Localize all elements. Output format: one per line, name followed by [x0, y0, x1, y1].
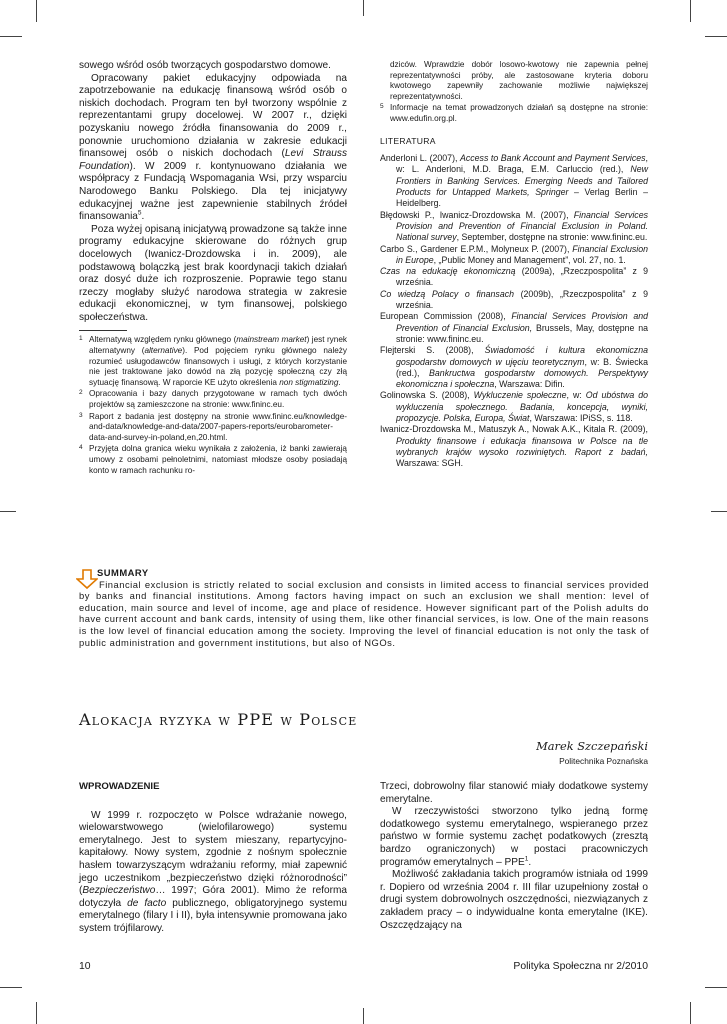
crop-mark: [36, 0, 37, 22]
footnote: 1 Alternatywą względem rynku głównego (mainstream market) jest rynek alternatywny (alternative). Pod pojęciem rynku głównego należy rozumieć usługodawców finansowych i usługi, z których korzystanie nie jest traktowane jako dowód na złą pozycję społeczną czy złą sytuację finansową. W raporcie KE użyto określenia non stigmatizing.: [79, 335, 347, 387]
footnote: 5 Informacje na temat prowadzonych działań są dostępne na stronie: www.edufin.org.pl.: [380, 103, 648, 123]
footnote: 3 Raport z badania jest dostępny na stronie www.fininc.eu/knowledge-and-data/knowledge-and-data/2007-papers-reports/eurobarometer-data-and-survey-in-poland,en,20.html.: [79, 411, 347, 442]
crop-mark: [363, 0, 364, 16]
bibliography-entry: Co wiedzą Polacy o finansach (2009b), „Rzeczpospolita” z 9 września.: [380, 288, 648, 311]
author-affiliation: Politechnika Poznańska: [559, 756, 648, 766]
crop-mark: [705, 36, 727, 37]
journal-name: Polityka Społeczna nr 2/2010: [513, 961, 648, 972]
right-column-top: [380, 60, 648, 469]
summary-arrow-icon: [76, 567, 98, 593]
bibliography-entry: Golinowska S. (2008), Wykluczenie społeczne, w: Od ubóstwa do wykluczenia społecznego. Badania, koncepcja, wyniki, propozycje. Polska, Europa, Świat, Warszawa: IPiSS, s. 118.: [380, 390, 648, 423]
bibliography-entry: Błędowski P., Iwanicz-Drozdowska M. (2007), Financial Services Provision and Prevention of Financial Exclusion in Poland. National survey, September, dostępne na stronie: www.fininc.eu.: [380, 209, 648, 243]
bibliography-entry: Carbo S., Gardener E.P.M., Molyneux P. (2007), Financial Exclusion in Europe, „Public Money and Management”, vol. 27, no. 1.: [380, 243, 648, 265]
author-name: Marek Szczepański: [536, 739, 648, 753]
paragraph: W 1999 r. rozpoczęto w Polsce wdrażanie nowego, wielowarstwowego (wielofilarowego) systemu emerytalnego. Jest to system mieszany, repartycyjno-kapitałowy. Nowy system, zgodnie z nośnym społecznie hasłem towarzyszącym wdrażaniu reformy, miał zapewnić jego uczestnikom „bezpieczeństwo dzięki różnorodności” (Bezpieczeństwo… 1997; Góra 2001). Mimo że reforma dotyczyła de facto publicznego, obligatoryjnego systemu emerytalnego (filary I i II), była intensywnie promowana jako system trójfilarowy.: [79, 809, 347, 934]
left-column-top: [79, 60, 347, 477]
crop-mark: [690, 1002, 691, 1024]
left-column-bottom: [79, 781, 347, 936]
crop-mark: [690, 0, 691, 22]
paragraph: W rzeczywistości stworzono tylko jedną formę dodatkowego systemu emerytalnego, wspieranego przez państwo w formie systemu zachęt podatkowych (zresztą bardzo ograniczonych) w postaci pracowniczych programów emerytalnych – PPE$^1$.: [380, 806, 648, 868]
bibliography: [380, 153, 648, 469]
paragraph: Możliwość zakładania takich programów istniała od 1999 r. Dopiero od września 2004 r. III filar uzupełniony został o drugi system dobrowolnych oszczędności, niezwiązanych z zakładem pracy – o indywidualne konta emerytalne (IKE). Oszczędzający na: [380, 869, 648, 931]
right-column-bottom: [380, 781, 648, 932]
crop-mark: [0, 987, 22, 988]
summary-heading: SUMMARY: [97, 567, 149, 578]
footnote-rule: [79, 330, 127, 331]
bibliography-entry: Flejterski S. (2008), Świadomość i kultura ekonomiczna gospodarstw domowych w ujęciu teoretycznym, w: B. Świecka (red.), Bankructwa gospodarstw domowych. Perspektywy ekonomiczna i społeczna, Warszawa: Difin.: [380, 345, 648, 390]
paragraph: Poza wyżej opisaną inicjatywą prowadzone są także inne programy edukacyjne skierowane do różnych grup docelowych (Iwanicz-Drozdowska i in. 2009), ale podstawową bolączką jest brak koordynacji takich działań oraz dosyć duże ich rozproszenie. Poprawie tego stanu rzeczy mogłaby służyć narodowa strategia w zakresie edukacji ekonomicznej, w tym finansowej, polskiego społeczeństwa.: [79, 223, 347, 323]
paragraph: sowego wśród osób tworzących gospodarstwo domowe.: [79, 60, 331, 71]
page-number: 10: [79, 961, 91, 972]
crop-mark: [0, 511, 16, 512]
bibliography-entry: Anderloni L. (2007), Access to Bank Account and Payment Services, w: L. Anderloni, M.D. Braga, E.M. Carluccio (red.), New Frontiers in Banking Services. Emerging Needs and Tailored Products for Untapped Markets, Springer – Verlag Berlin – Heidelberg.: [380, 153, 649, 209]
footnote: 2 Opracowania i bazy danych przygotowane w ramach tych dwóch projektów są zamieszczone na stronie: www.fininc.eu.: [79, 389, 347, 410]
article-title: Alokacja ryzyka w PPE w Polsce: [79, 710, 358, 729]
summary-box: [79, 567, 649, 648]
summary-text: Financial exclusion is strictly related to social exclusion and consists in limited access to financial services provided by banks and financial institutions. Among factors having impact on such an exclusion we shall mention: level of education, main source and level of income, age and place of residence. However significant part of the Polish adults do have current account and bank cards, intensity of using them, like other financial services, is low. One of the main reasons is the low level of financial education among the society. Improving the level of financial education is not only the task of public administration and government institutions, but also of NGOs.: [79, 578, 649, 648]
crop-mark: [363, 1008, 364, 1024]
bibliography-entry: Iwanicz-Drozdowska M., Matuszyk A., Nowak A.K., Kitala R. (2009), Produkty finansowe i edukacja finansowa w Polsce na tle wybranych krajów wysoko rozwiniętych. Raport z badań, Warszawa: SGH.: [380, 424, 648, 469]
paragraph: Opracowany pakiet edukacyjny odpowiada na zapotrzebowanie na edukację finansową wśród osób o niskich dochodach. Program ten był tworzony wspólnie z reprezentantami grupy docelowej. W 2007 r., dzięki pozyskaniu nowego źródła finansowania do 2009 r., ponownie uruchomiono działania w zakresie edukacji finansowej osób o niskich dochodach (Levi Strauss Foundation). W 2009 r. kontynuowano działania we współpracy z Fundacją Wspomagania Wsi, przy wsparciu Narodowego Banku Polskiego. Dla tej inicjatywy edukacyjnej ważne jest zapewnienie stabilnych źródeł finansowania$^5$.: [79, 72, 347, 223]
footnote-continued: dziców. Wprawdzie dobór losowo-kwotowy nie zapewnia pełnej reprezentatywności próby, ale zastosowane kryteria doboru kwotowego zapewniły zachowanie możliwie największej reprezentatywności.: [390, 60, 648, 101]
section-heading: WPROWADZENIE: [79, 781, 160, 792]
crop-mark: [36, 1002, 37, 1024]
bibliography-entry: Czas na edukację ekonomiczną (2009a), „Rzeczpospolita” z 9 września.: [380, 266, 648, 288]
crop-mark: [0, 36, 22, 37]
bibliography-entry: European Commission (2008), Financial Services Provision and Prevention of Financial Exclusion, Brussels, May, dostępne na stronie: www.fininc.eu.: [380, 311, 648, 344]
paragraph: Trzeci, dobrowolny filar stanowić miały dodatkowe systemy emerytalne.: [380, 781, 648, 805]
crop-mark: [711, 511, 727, 512]
bibliography-heading: LITERATURA: [380, 135, 436, 146]
crop-mark: [705, 987, 727, 988]
footnote: 4 Przyjęta dolna granica wieku wynikała z założenia, iż banki zawierają umowy z osobami pełnoletnimi, natomiast młodsze osoby posiadają konto w ramach rachunku ro-: [79, 444, 347, 475]
